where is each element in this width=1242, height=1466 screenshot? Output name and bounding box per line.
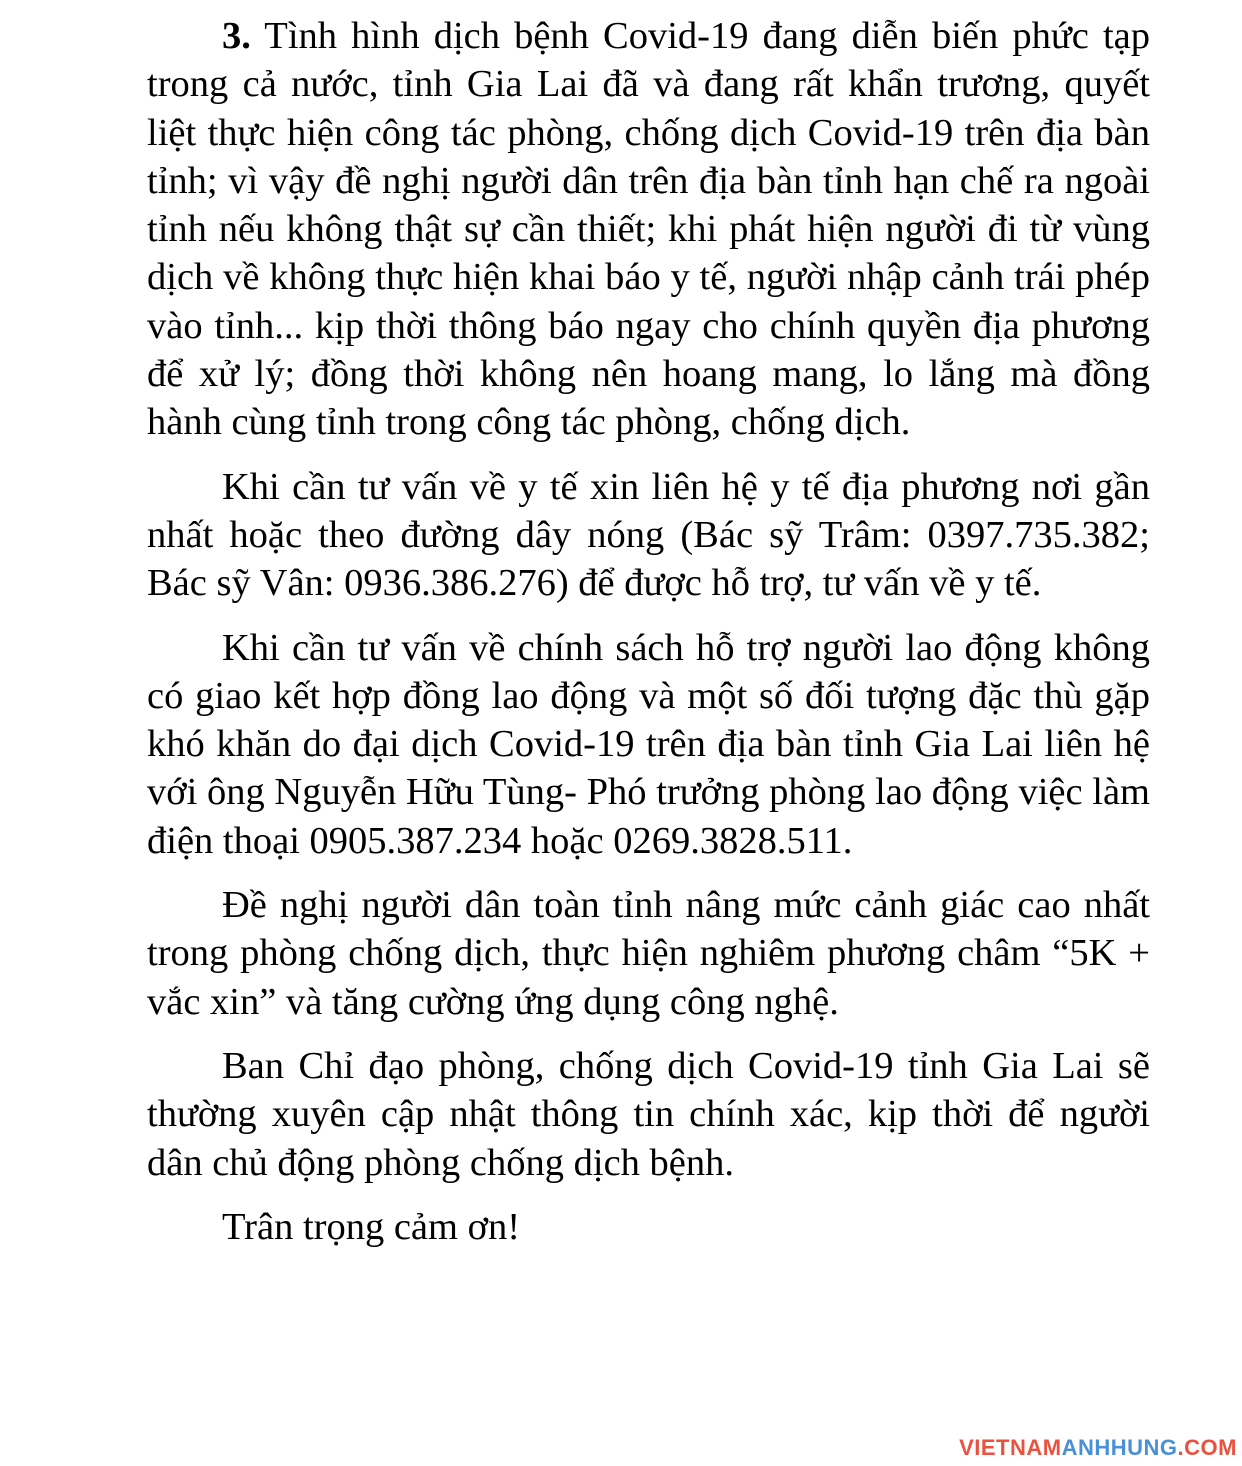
paragraph-text: Tình hình dịch bệnh Covid-19 đang diễn biến phức tạp trong cả nước, tỉnh Gia Lai đã và đang rất khẩn trương, quyết liệt thực hiện công tác phòng, chống dịch Covid-19 trên địa bàn tỉnh; vì vậy đề nghị người dân trên địa bàn tỉnh hạn chế ra ngoài tỉnh nếu không thật sự cần thiết; khi phát hiện người đi từ vùng dịch về không thực hiện khai báo y tế, người nhập cảnh trái phép vào tỉnh... kịp thời thông báo ngay cho chính quyền địa phương để xử lý; đồng thời không nên hoang mang, lo lắng mà đồng hành cùng tỉnh trong công tác phòng, chống dịch. (147, 15, 1150, 444)
paragraph-number: 3. (222, 15, 251, 57)
paragraph-updates: Ban Chỉ đạo phòng, chống dịch Covid-19 tỉnh Gia Lai sẽ thường xuyên cập nhật thông tin chính xác, kịp thời để người dân chủ động phòng chống dịch bệnh. (147, 1044, 1150, 1184)
paragraph-vigilance: Đề nghị người dân toàn tỉnh nâng mức cảnh giác cao nhất trong phòng chống dịch, thực hiện nghiêm phương châm “5K + vắc xin” và tăng cường ứng dụng công nghệ. (147, 884, 1150, 1023)
watermark-part-1: VIETNAM (959, 1435, 1062, 1460)
watermark-part-3: .COM (1177, 1435, 1237, 1460)
document-body (147, 12, 1150, 1267)
watermark-part-2: ANHHUNG (1061, 1435, 1178, 1460)
closing-thanks: Trân trọng cảm ơn! (222, 1205, 521, 1248)
paragraph-labor-support: Khi cần tư vấn về chính sách hỗ trợ người lao động không có giao kết hợp đồng lao động và một số đối tượng đặc thù gặp khó khăn do đại dịch Covid-19 trên địa bàn tỉnh Gia Lai liên hệ với ông Nguyễn Hữu Tùng- Phó trưởng phòng lao động việc làm điện thoại 0905.387.234 hoặc 0269.3828.511. (147, 626, 1150, 862)
paragraph-3 (147, 12, 1150, 447)
site-watermark (959, 1435, 1237, 1461)
paragraph-medical-hotline: Khi cần tư vấn về y tế xin liên hệ y tế địa phương nơi gần nhất hoặc theo đường dây nóng (Bác sỹ Trâm: 0397.735.382; Bác sỹ Vân: 0936.386.276) để được hỗ trợ, tư vấn về y tế. (147, 465, 1150, 605)
